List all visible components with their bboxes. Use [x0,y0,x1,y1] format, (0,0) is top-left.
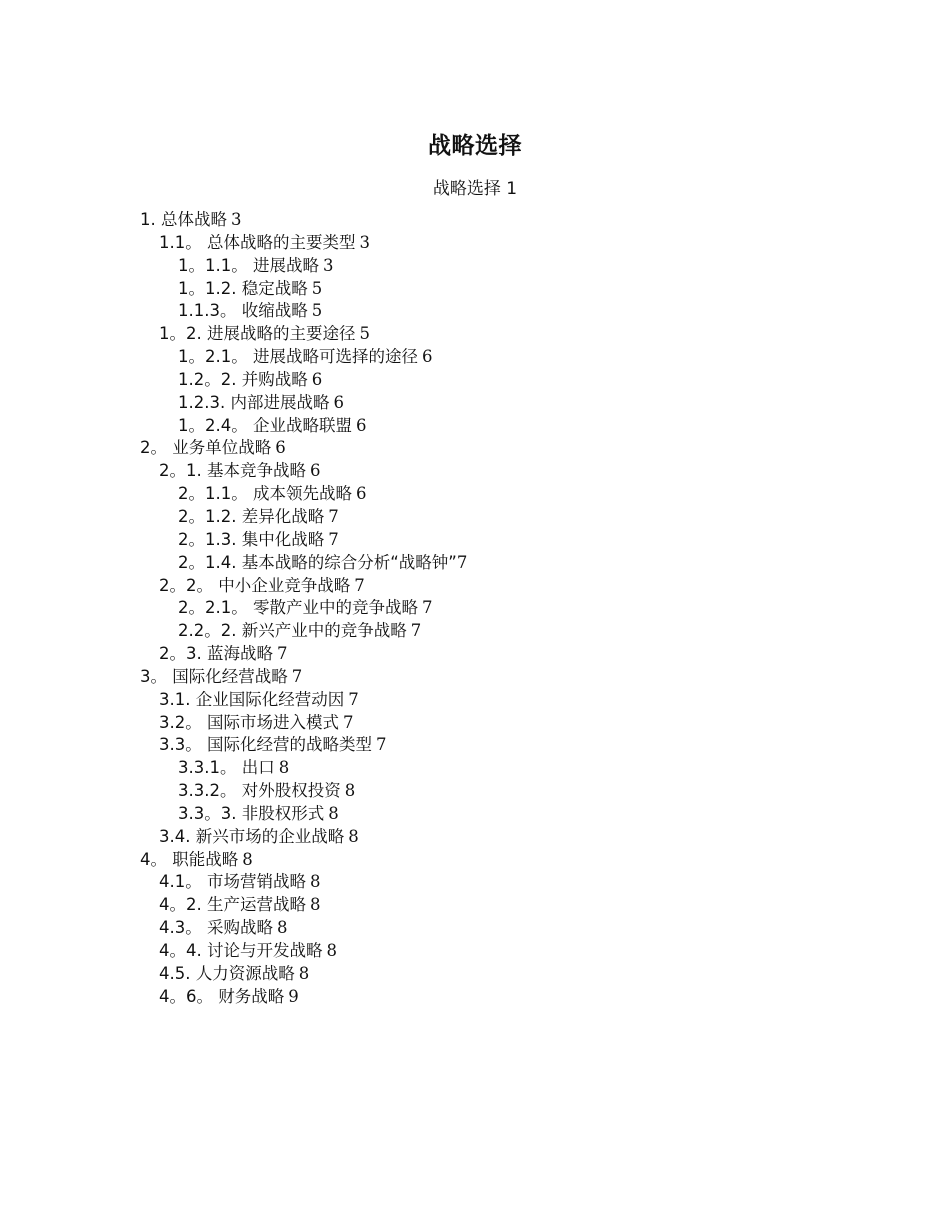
toc-entry[interactable] [140,255,840,278]
toc-entry-page-number: 8 [328,803,339,823]
toc-entry[interactable] [140,986,840,1009]
toc-entry[interactable] [140,757,840,780]
toc-entry-label: 4。4. 讨论与开发战略 [159,941,323,960]
toc-entry-page-number: 7 [291,666,303,686]
toc-entry[interactable] [140,803,840,826]
toc-entry[interactable] [140,780,840,803]
toc-entry-label: 2。1.2. 差异化战略 [178,506,325,526]
toc-entry-page-number: 3 [231,210,242,229]
toc-entry[interactable] [140,826,840,849]
toc-entry-label: 4.1。 市场营销战略 [159,872,306,892]
toc-entry-label: 1。2. 进展战略的主要途径 [159,324,356,344]
toc-entry-label: 1。2.1。 进展战略可选择的途径 [178,347,418,367]
toc-entry[interactable] [140,712,840,735]
toc-entry[interactable] [140,689,840,712]
toc-entry-page-number: 7 [343,712,354,732]
toc-entry-page-number: 8 [326,941,337,960]
toc-heading: 战略选择 1 [432,179,518,199]
toc-entry-label: 4。6。 财务战略 [159,986,285,1006]
toc-entry[interactable] [140,460,840,483]
toc-entry-page-number: 8 [298,963,310,983]
toc-entry-page-number: 8 [277,918,288,938]
toc-entry[interactable] [140,346,840,369]
toc-entry-label: 4。 职能战略 [140,849,239,869]
toc-entry-label: 2。1.4. 基本战略的综合分析“战略钟” [178,552,457,572]
toc-entry-label: 3.3。 国际化经营的战略类型 [159,735,372,755]
toc-entry-page-number: 6 [355,484,367,504]
toc-entry[interactable] [140,597,840,620]
toc-entry[interactable] [140,917,840,940]
toc-entry-page-number: 6 [311,369,323,389]
toc-entry-page-number: 7 [456,552,468,572]
toc-entry-page-number: 7 [376,735,387,755]
toc-entry-page-number: 7 [421,598,433,618]
toc-entry-label: 2。1. 基本竞争战略 [159,461,306,481]
toc-entry-page-number: 6 [421,347,433,367]
toc-entry-page-number: 8 [348,826,359,846]
toc-entry-page-number: 6 [275,438,286,458]
toc-entry-page-number: 6 [310,461,321,481]
page-title: 战略选择 [428,133,522,159]
toc-entry[interactable] [140,552,840,575]
toc-entry[interactable] [140,209,840,232]
toc-entry[interactable] [140,894,840,917]
toc-entry[interactable] [140,323,840,346]
table-of-contents [140,209,840,1009]
toc-entry-page-number: 8 [310,895,321,915]
toc-entry[interactable] [140,643,840,666]
toc-entry-label: 1。2.4。 企业战略联盟 [178,415,352,435]
toc-entry-label: 2。3. 蓝海战略 [159,644,273,664]
toc-entry-page-number: 7 [348,689,359,709]
toc-entry-page-number: 7 [328,506,339,526]
toc-entry[interactable] [140,529,840,552]
toc-entry-label: 2。1.3. 集中化战略 [178,529,325,549]
toc-entry[interactable] [140,575,840,598]
toc-entry-page-number: 8 [278,758,290,778]
toc-entry[interactable] [140,734,840,757]
toc-entry-label: 1.2.3. 内部进展战略 [178,392,330,412]
toc-entry[interactable] [140,963,840,986]
toc-entry[interactable] [140,232,840,255]
toc-entry-label: 3.2。 国际市场进入模式 [159,712,339,732]
toc-entry-page-number: 5 [359,324,370,344]
toc-entry-page-number: 3 [322,255,334,275]
toc-entry-label: 3.4. 新兴市场的企业战略 [159,826,345,846]
toc-entry-label: 1.1.3。 收缩战略 [178,301,308,321]
toc-entry-label: 1.2。2. 并购战略 [178,369,308,389]
toc-entry-label: 3。 国际化经营战略 [140,666,288,686]
toc-entry-label: 4.3。 采购战略 [159,918,273,938]
toc-entry-label: 1。1.1。 进展战略 [178,255,319,275]
toc-entry[interactable] [140,278,840,301]
toc-entry[interactable] [140,392,840,415]
toc-entry-page-number: 5 [311,278,323,298]
toc-entry[interactable] [140,437,840,460]
toc-entry[interactable] [140,620,840,643]
toc-entry[interactable] [140,369,840,392]
toc-entry[interactable] [140,940,840,963]
toc-entry-page-number: 8 [242,849,253,869]
toc-entry-label: 3.3.1。 出口 [178,758,275,778]
toc-entry[interactable] [140,849,840,872]
toc-entry-page-number: 7 [354,575,365,595]
toc-entry[interactable] [140,506,840,529]
toc-entry-page-number: 7 [410,621,422,641]
toc-entry-label: 2。2.1。 零散产业中的竞争战略 [178,598,418,618]
toc-entry-label: 4.5. 人力资源战略 [159,963,295,983]
toc-entry-label: 3.1. 企业国际化经营动因 [159,689,345,709]
toc-entry-label: 2。2。 中小企业竞争战略 [159,575,351,595]
toc-entry-label: 3.3.2。 对外股权投资 [178,781,341,801]
toc-entry-page-number: 7 [277,644,288,664]
toc-entry-page-number: 8 [344,781,356,801]
toc-entry-label: 1.1。 总体战略的主要类型 [159,232,356,252]
toc-entry-page-number: 8 [310,872,321,892]
toc-entry-page-number: 7 [328,529,339,549]
toc-entry-page-number: 9 [288,986,299,1006]
toc-entry-label: 3.3。3. 非股权形式 [178,803,325,823]
toc-entry[interactable] [140,300,840,323]
toc-entry-label: 1。1.2. 稳定战略 [178,278,308,298]
toc-entry-label: 1. 总体战略 [140,210,227,229]
toc-entry-label: 4。2. 生产运营战略 [159,895,306,915]
toc-entry-label: 2.2。2. 新兴产业中的竞争战略 [178,621,407,641]
toc-entry[interactable] [140,415,840,438]
toc-entry-page-number: 6 [355,415,367,435]
toc-entry-page-number: 3 [359,232,370,252]
toc-entry[interactable] [140,666,840,689]
toc-entry[interactable] [140,483,840,506]
toc-entry[interactable] [140,871,840,894]
toc-entry-label: 2。 业务单位战略 [140,438,272,458]
toc-entry-label: 2。1.1。 成本领先战略 [178,484,352,504]
toc-entry-page-number: 5 [311,301,323,321]
toc-entry-page-number: 6 [333,392,344,412]
